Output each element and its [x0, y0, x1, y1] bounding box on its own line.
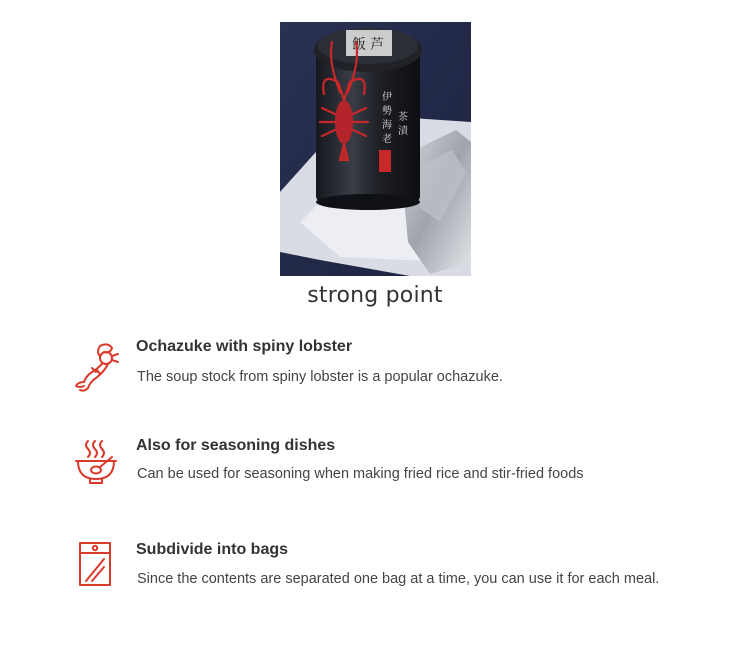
svg-text:老: 老 — [382, 134, 392, 145]
svg-text:海: 海 — [382, 120, 392, 131]
svg-text:伊: 伊 — [382, 92, 392, 103]
feature-heading: Subdivide into bags — [136, 541, 289, 558]
svg-text:勢: 勢 — [382, 106, 392, 117]
feature-description: The soup stock from spiny lobster is a popular ochazuke. — [137, 369, 503, 385]
steaming-bowl-icon — [70, 437, 126, 493]
lobster-icon — [70, 338, 126, 394]
product-photo — [280, 22, 471, 276]
bag-icon — [70, 541, 126, 597]
feature-heading: Also for seasoning dishes — [136, 437, 336, 454]
svg-text:芦: 芦 — [370, 37, 384, 53]
svg-text:漬: 漬 — [398, 126, 408, 137]
feature-description: Since the contents are separated one bag at a time, you can use it for each meal. — [137, 571, 660, 587]
svg-text:茶: 茶 — [398, 112, 408, 123]
feature-heading: Ochazuke with spiny lobster — [136, 338, 353, 355]
svg-text:飯: 飯 — [352, 37, 366, 53]
feature-description: Can be used for seasoning when making fried rice and stir-fried foods — [137, 466, 584, 482]
section-title: strong point — [307, 283, 443, 308]
